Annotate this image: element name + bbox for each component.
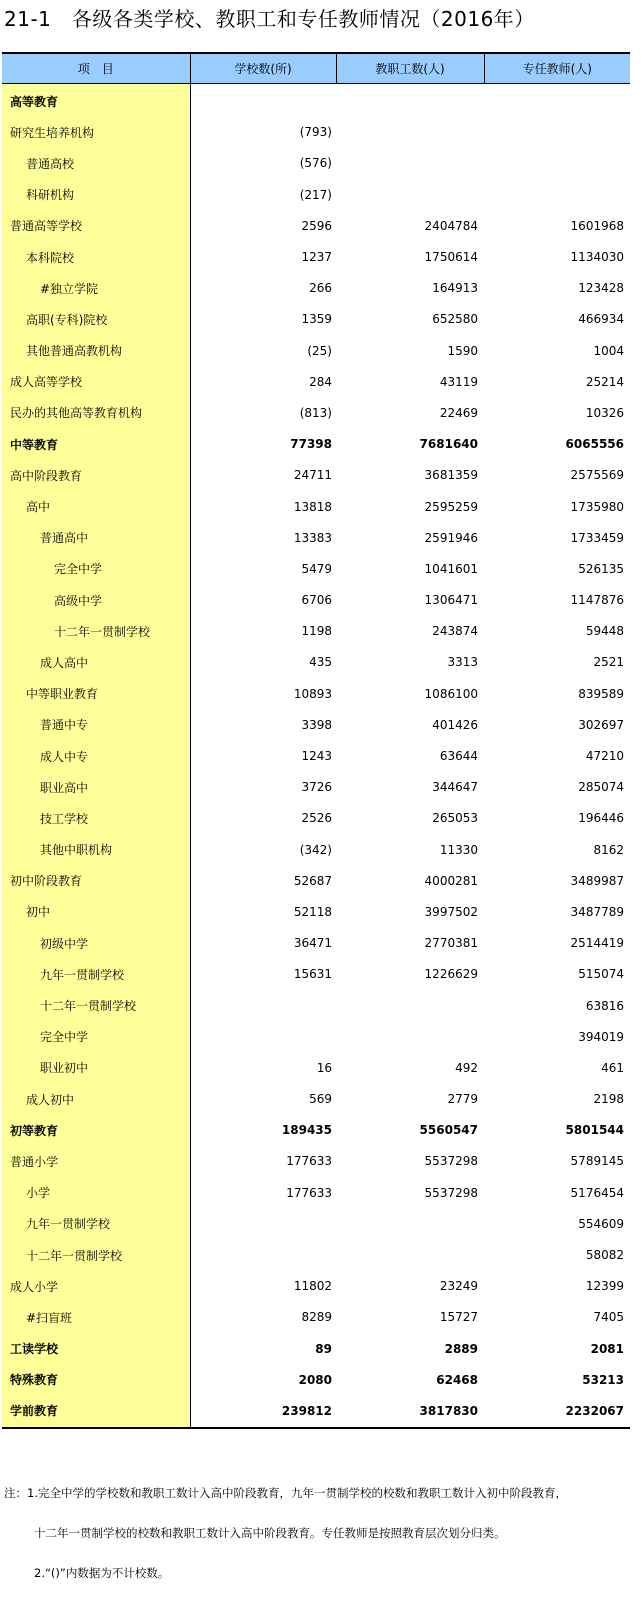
cell-teachers: 53213 bbox=[582, 1372, 624, 1387]
cell-schools: 24711 bbox=[293, 468, 332, 483]
cell-teachers: 58082 bbox=[585, 1248, 624, 1263]
cell-teachers: 466934 bbox=[578, 312, 624, 327]
table-body bbox=[2, 83, 630, 1428]
cell-teachers: 1004 bbox=[593, 343, 624, 358]
table-row bbox=[2, 1239, 630, 1270]
school-statistics-table bbox=[2, 52, 630, 1429]
row-label: 技工学校 bbox=[2, 803, 190, 834]
cell-staff: 2889 bbox=[444, 1341, 478, 1356]
cell-schools: 2596 bbox=[301, 218, 332, 233]
cell-staff: 1041601 bbox=[424, 561, 478, 576]
row-label: 其他普通高教机构 bbox=[2, 335, 190, 366]
row-label: 普通高中 bbox=[2, 522, 190, 553]
cell-staff: 1590 bbox=[447, 343, 478, 358]
cell-schools: 13818 bbox=[293, 499, 332, 514]
table-row bbox=[2, 335, 630, 366]
table-row bbox=[2, 397, 630, 428]
table-row bbox=[2, 241, 630, 272]
cell-teachers: 63816 bbox=[585, 998, 624, 1013]
cell-teachers: 2232067 bbox=[484, 1395, 630, 1427]
cell-teachers: 461 bbox=[601, 1060, 624, 1075]
cell-staff: 5537298 bbox=[424, 1154, 478, 1169]
cell-teachers: 1601968 bbox=[570, 218, 624, 233]
row-label: 其他中职机构 bbox=[2, 834, 190, 865]
table-row bbox=[2, 1146, 630, 1177]
note-line-1: 注：1.完全中学的学校数和教职工数计入高中阶段教育，九年一贯制学校的校数和教职工数计入初中阶段教育， bbox=[4, 1486, 567, 1500]
table-row bbox=[2, 928, 630, 959]
cell-staff: 15727 bbox=[439, 1310, 478, 1325]
cell-schools: 177633 bbox=[286, 1154, 332, 1169]
cell-teachers: 3489987 bbox=[570, 873, 624, 888]
cell-teachers: 25214 bbox=[585, 374, 624, 389]
table-row bbox=[2, 647, 630, 678]
cell-staff: 164913 bbox=[432, 281, 478, 296]
cell-teachers: 2198 bbox=[593, 1092, 624, 1107]
cell-schools: (342) bbox=[299, 842, 332, 857]
cell-staff: 43119 bbox=[439, 374, 478, 389]
cell-staff bbox=[336, 117, 484, 148]
cell-schools bbox=[190, 990, 336, 1021]
cell-schools bbox=[190, 1021, 336, 1052]
table-row bbox=[2, 959, 630, 990]
table-row bbox=[2, 678, 630, 709]
cell-staff: 62468 bbox=[436, 1372, 478, 1387]
row-label: #独立学院 bbox=[2, 273, 190, 304]
table-row bbox=[2, 1271, 630, 1302]
cell-teachers: 59448 bbox=[585, 624, 624, 639]
table-row bbox=[2, 117, 630, 148]
table-row bbox=[2, 1177, 630, 1208]
cell-teachers: 1735980 bbox=[570, 499, 624, 514]
cell-schools: 5479 bbox=[301, 561, 332, 576]
cell-teachers: 554609 bbox=[578, 1216, 624, 1231]
cell-staff: 63644 bbox=[439, 749, 478, 764]
row-label: 高中阶段教育 bbox=[2, 460, 190, 491]
cell-staff: 243874 bbox=[432, 624, 478, 639]
table-row bbox=[2, 803, 630, 834]
cell-staff: 492 bbox=[455, 1060, 478, 1075]
cell-schools: (576) bbox=[299, 156, 332, 171]
cell-staff: 7681640 bbox=[419, 437, 478, 452]
table-row bbox=[2, 83, 630, 117]
cell-teachers: 1134030 bbox=[570, 250, 624, 265]
cell-schools: 1237 bbox=[301, 250, 332, 265]
cell-staff: 3681359 bbox=[424, 468, 478, 483]
cell-teachers bbox=[484, 148, 630, 179]
cell-teachers: 394019 bbox=[578, 1029, 624, 1044]
table-row bbox=[2, 1208, 630, 1239]
row-label: 普通小学 bbox=[2, 1146, 190, 1177]
cell-staff: 1226629 bbox=[424, 967, 478, 982]
row-label: 高职(专科)院校 bbox=[2, 304, 190, 335]
table-row bbox=[2, 1115, 630, 1146]
cell-teachers: 8162 bbox=[593, 842, 624, 857]
row-label: 民办的其他高等教育机构 bbox=[2, 397, 190, 428]
cell-teachers: 302697 bbox=[578, 717, 624, 732]
row-label: 成人高中 bbox=[2, 647, 190, 678]
table-row bbox=[2, 990, 630, 1021]
row-label: 科研机构 bbox=[2, 179, 190, 210]
cell-schools: 52118 bbox=[293, 904, 332, 919]
row-label: 本科院校 bbox=[2, 241, 190, 272]
table-row bbox=[2, 148, 630, 179]
cell-teachers: 5789145 bbox=[570, 1154, 624, 1169]
row-label: 小学 bbox=[2, 1177, 190, 1208]
row-label: 完全中学 bbox=[2, 1021, 190, 1052]
table-row bbox=[2, 522, 630, 553]
page-title: 21-1 各级各类学校、教职工和专任教师情况（2016年） bbox=[4, 7, 535, 31]
row-label: 高等教育 bbox=[2, 83, 190, 117]
note-line-3: 2.“()”内数据为不计校数。 bbox=[34, 1566, 170, 1580]
cell-schools: 52687 bbox=[293, 873, 332, 888]
cell-staff: 3313 bbox=[447, 655, 478, 670]
cell-schools: 15631 bbox=[293, 967, 332, 982]
row-label: 普通高校 bbox=[2, 148, 190, 179]
cell-staff: 265053 bbox=[432, 811, 478, 826]
table-row bbox=[2, 366, 630, 397]
cell-teachers: 10326 bbox=[585, 405, 624, 420]
table-row bbox=[2, 740, 630, 771]
cell-staff: 1750614 bbox=[424, 250, 478, 265]
cell-staff: 3997502 bbox=[424, 904, 478, 919]
cell-staff: 652580 bbox=[432, 312, 478, 327]
cell-teachers: 1733459 bbox=[570, 530, 624, 545]
row-label: 初中 bbox=[2, 896, 190, 927]
cell-staff: 2770381 bbox=[424, 936, 478, 951]
cell-staff: 2595259 bbox=[424, 499, 478, 514]
cell-teachers: 1147876 bbox=[570, 593, 624, 608]
cell-schools: 177633 bbox=[286, 1185, 332, 1200]
cell-schools: 8289 bbox=[301, 1310, 332, 1325]
cell-staff: 2779 bbox=[447, 1092, 478, 1107]
table-row bbox=[2, 1021, 630, 1052]
header-staff: 教职工数(人) bbox=[336, 53, 484, 83]
cell-teachers bbox=[484, 117, 630, 148]
cell-staff: 5537298 bbox=[424, 1185, 478, 1200]
row-label: 研究生培养机构 bbox=[2, 117, 190, 148]
cell-staff bbox=[336, 1208, 484, 1239]
cell-staff bbox=[336, 83, 484, 117]
cell-schools: (793) bbox=[299, 125, 332, 140]
table-row bbox=[2, 429, 630, 460]
cell-schools: 10893 bbox=[293, 686, 332, 701]
table-row bbox=[2, 865, 630, 896]
cell-teachers: 2514419 bbox=[570, 936, 624, 951]
table-row bbox=[2, 304, 630, 335]
row-label: 成人小学 bbox=[2, 1271, 190, 1302]
row-label: 九年一贯制学校 bbox=[2, 959, 190, 990]
table-header-row bbox=[2, 53, 630, 83]
table-row bbox=[2, 1364, 630, 1395]
cell-schools: 77398 bbox=[290, 437, 332, 452]
cell-schools bbox=[190, 1208, 336, 1239]
row-label: 成人高等学校 bbox=[2, 366, 190, 397]
table-row bbox=[2, 491, 630, 522]
cell-schools: 1243 bbox=[301, 749, 332, 764]
cell-staff: 2591946 bbox=[424, 530, 478, 545]
cell-staff bbox=[336, 990, 484, 1021]
cell-teachers: 3487789 bbox=[570, 904, 624, 919]
cell-teachers: 12399 bbox=[585, 1279, 624, 1294]
header-schools: 学校数(所) bbox=[190, 53, 336, 83]
cell-teachers bbox=[484, 83, 630, 117]
row-label: 中等职业教育 bbox=[2, 678, 190, 709]
cell-schools: 3726 bbox=[301, 780, 332, 795]
cell-schools: 2526 bbox=[301, 811, 332, 826]
table-row bbox=[2, 585, 630, 616]
table-row bbox=[2, 896, 630, 927]
row-label: 初等教育 bbox=[2, 1115, 190, 1146]
cell-schools bbox=[190, 1239, 336, 1270]
cell-teachers: 526135 bbox=[578, 561, 624, 576]
cell-staff bbox=[336, 148, 484, 179]
cell-schools: 1198 bbox=[301, 624, 332, 639]
footnotes bbox=[4, 1478, 640, 1598]
header-item: 项 目 bbox=[2, 53, 190, 83]
cell-staff: 1306471 bbox=[424, 593, 478, 608]
cell-teachers: 196446 bbox=[578, 811, 624, 826]
note-line-2: 十二年一贯制学校的校数和教职工数计入高中阶段教育。专任教师是按照教育层次划分归类。 bbox=[34, 1526, 506, 1540]
row-label: 十二年一贯制学校 bbox=[2, 990, 190, 1021]
cell-schools: 2080 bbox=[298, 1372, 332, 1387]
cell-schools: 239812 bbox=[190, 1395, 336, 1427]
row-label: 完全中学 bbox=[2, 553, 190, 584]
table-row bbox=[2, 1052, 630, 1083]
cell-staff: 11330 bbox=[439, 842, 478, 857]
cell-teachers: 2575569 bbox=[570, 468, 624, 483]
table-row bbox=[2, 553, 630, 584]
row-label: 中等教育 bbox=[2, 429, 190, 460]
table-row bbox=[2, 179, 630, 210]
cell-schools: 3398 bbox=[301, 717, 332, 732]
cell-teachers: 285074 bbox=[578, 780, 624, 795]
row-label: 初中阶段教育 bbox=[2, 865, 190, 896]
table-row bbox=[2, 709, 630, 740]
cell-teachers: 5176454 bbox=[570, 1185, 624, 1200]
cell-staff: 5560547 bbox=[419, 1123, 478, 1138]
table-row bbox=[2, 1395, 630, 1427]
cell-schools: 11802 bbox=[293, 1279, 332, 1294]
row-label: 成人中专 bbox=[2, 740, 190, 771]
row-label: 工读学校 bbox=[2, 1333, 190, 1364]
cell-schools: 569 bbox=[309, 1092, 332, 1107]
row-label: 成人初中 bbox=[2, 1084, 190, 1115]
cell-teachers: 7405 bbox=[593, 1310, 624, 1325]
cell-staff bbox=[336, 1021, 484, 1052]
cell-schools: 6706 bbox=[301, 593, 332, 608]
table-row bbox=[2, 834, 630, 865]
table-row bbox=[2, 460, 630, 491]
cell-schools: 266 bbox=[309, 281, 332, 296]
cell-staff: 344647 bbox=[432, 780, 478, 795]
cell-schools: 189435 bbox=[281, 1123, 332, 1138]
cell-staff: 4000281 bbox=[424, 873, 478, 888]
row-label: 十二年一贯制学校 bbox=[2, 616, 190, 647]
row-label: #扫盲班 bbox=[2, 1302, 190, 1333]
cell-teachers bbox=[484, 179, 630, 210]
cell-teachers: 123428 bbox=[578, 281, 624, 296]
row-label: 普通中专 bbox=[2, 709, 190, 740]
cell-teachers: 515074 bbox=[578, 967, 624, 982]
cell-staff bbox=[336, 1239, 484, 1270]
cell-schools: 1359 bbox=[301, 312, 332, 327]
cell-teachers: 47210 bbox=[585, 749, 624, 764]
row-label: 普通高等学校 bbox=[2, 210, 190, 241]
row-label: 特殊教育 bbox=[2, 1364, 190, 1395]
cell-staff: 23249 bbox=[439, 1279, 478, 1294]
cell-schools: (217) bbox=[299, 187, 332, 202]
row-label: 高级中学 bbox=[2, 585, 190, 616]
table-row bbox=[2, 1333, 630, 1364]
cell-teachers: 839589 bbox=[578, 686, 624, 701]
cell-staff: 1086100 bbox=[424, 686, 478, 701]
cell-staff: 3817830 bbox=[336, 1395, 484, 1427]
cell-schools: 284 bbox=[309, 374, 332, 389]
table-row bbox=[2, 273, 630, 304]
row-label: 职业初中 bbox=[2, 1052, 190, 1083]
row-label: 高中 bbox=[2, 491, 190, 522]
row-label: 初级中学 bbox=[2, 928, 190, 959]
row-label: 职业高中 bbox=[2, 772, 190, 803]
cell-schools: 89 bbox=[315, 1341, 332, 1356]
cell-teachers: 2081 bbox=[590, 1341, 624, 1356]
cell-staff: 22469 bbox=[439, 405, 478, 420]
cell-schools: 36471 bbox=[293, 936, 332, 951]
cell-teachers: 6065556 bbox=[565, 437, 624, 452]
cell-schools: 16 bbox=[316, 1060, 332, 1075]
cell-schools: 13383 bbox=[293, 530, 332, 545]
row-label: 学前教育 bbox=[2, 1395, 190, 1427]
cell-schools bbox=[190, 83, 336, 117]
cell-teachers: 5801544 bbox=[565, 1123, 624, 1138]
cell-staff bbox=[336, 179, 484, 210]
cell-schools: 435 bbox=[309, 655, 332, 670]
cell-staff: 401426 bbox=[432, 717, 478, 732]
cell-schools: (813) bbox=[299, 405, 332, 420]
table-row bbox=[2, 1084, 630, 1115]
row-label: 九年一贯制学校 bbox=[2, 1208, 190, 1239]
cell-teachers: 2521 bbox=[593, 655, 624, 670]
cell-staff: 2404784 bbox=[424, 218, 478, 233]
row-label: 十二年一贯制学校 bbox=[2, 1239, 190, 1270]
table-row bbox=[2, 210, 630, 241]
table-row bbox=[2, 772, 630, 803]
table-row bbox=[2, 616, 630, 647]
table-row bbox=[2, 1302, 630, 1333]
cell-schools: (25) bbox=[307, 343, 332, 358]
header-teachers: 专任教师(人) bbox=[484, 53, 630, 83]
